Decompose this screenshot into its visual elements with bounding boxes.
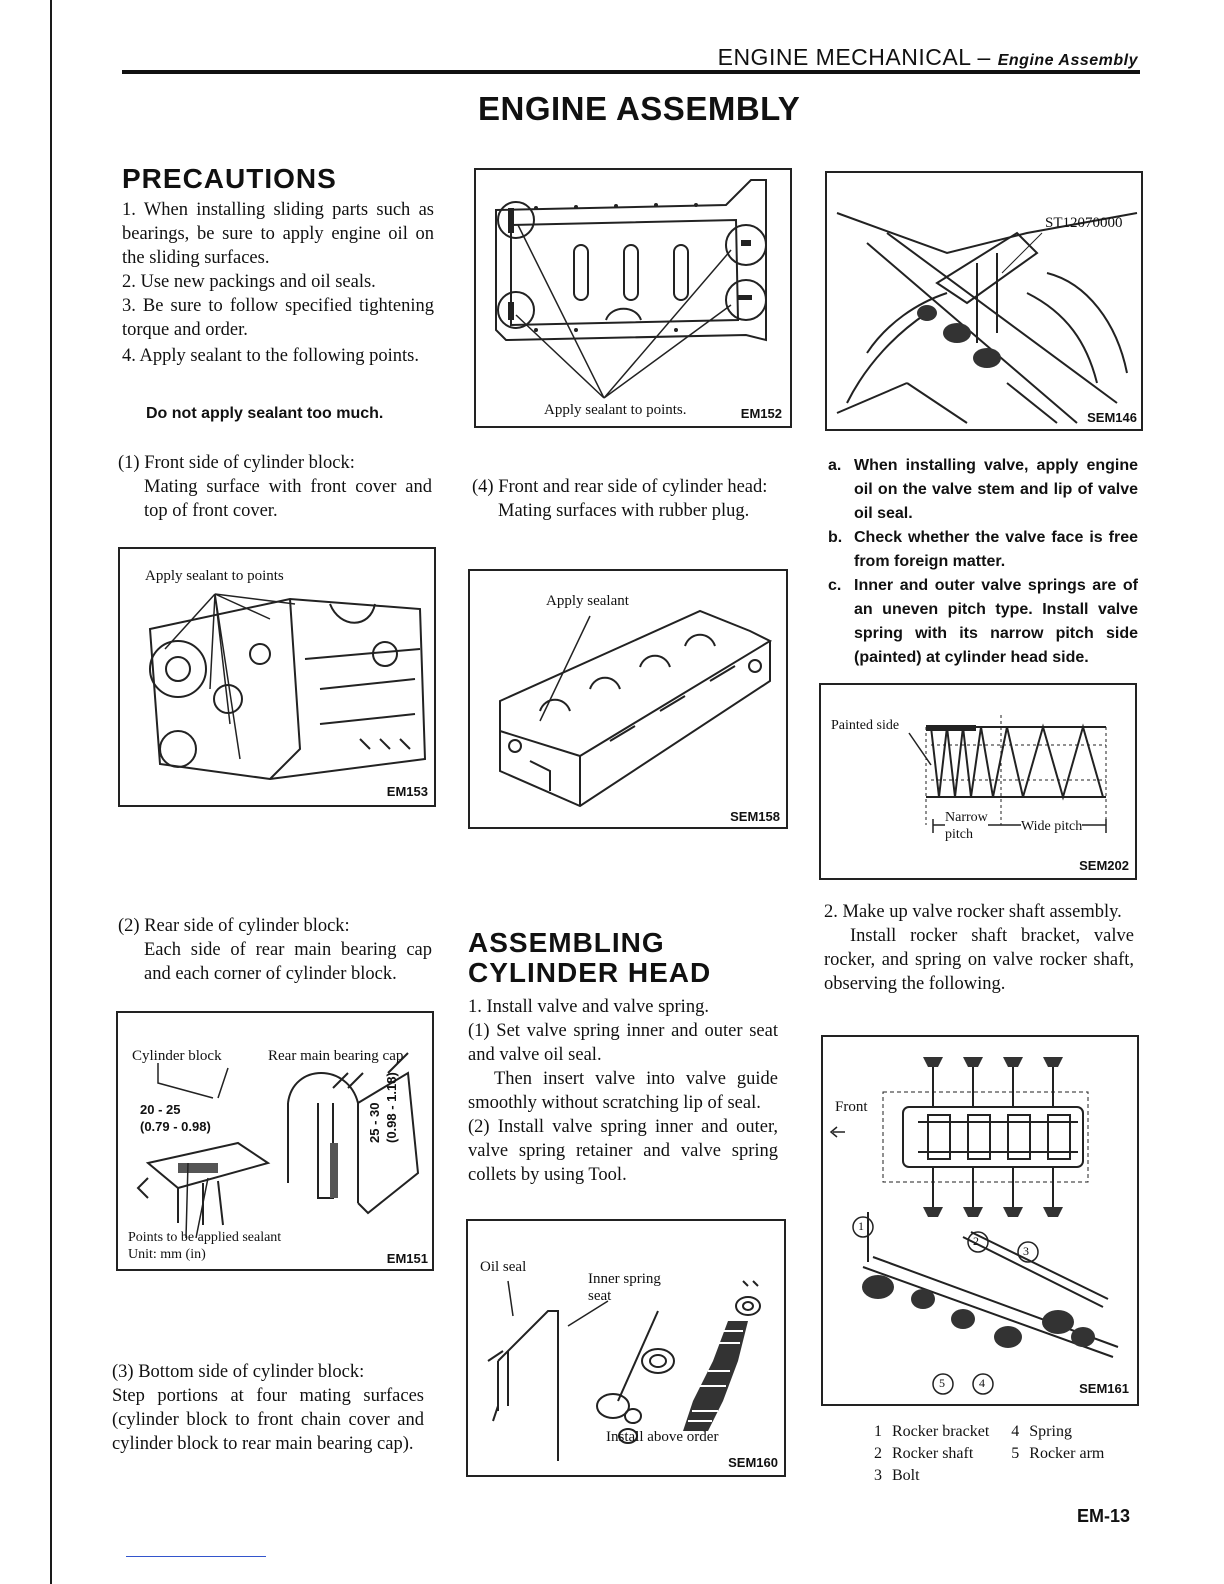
assembling-step1a: (1) Set valve spring inner and outer seat and valve oil seal. <box>468 1021 778 1065</box>
sem161-callout-2: 2 <box>973 1234 979 1248</box>
step2-body: Each side of rear main bearing cap and each corner of cylinder block. <box>144 940 432 984</box>
sem161-callout-4: 4 <box>979 1376 985 1390</box>
page-title: ENGINE ASSEMBLY <box>478 90 801 127</box>
step4-body: Mating surfaces with rubber plug. <box>498 501 750 521</box>
sem160-order-label: Install above order <box>606 1429 719 1445</box>
step3-title: (3) Bottom side of cylinder block: <box>112 1362 365 1382</box>
em152-code: EM152 <box>740 406 782 421</box>
assembling-heading <box>468 928 711 988</box>
cylinder-block-front-drawing <box>120 549 434 805</box>
figure-sem202 <box>819 683 1137 880</box>
sem202-wide-label: Wide pitch <box>1021 819 1083 834</box>
note-a: a. When installing valve, apply engine oil on the valve stem and lip of valve oil seal. <box>828 457 1138 522</box>
note-c: c. Inner and outer valve springs are of an uneven pitch type. Install valve spring with its narrow pitch side (painted) at cylinder head side. <box>828 577 1138 666</box>
valve-spring-pitch-drawing <box>821 685 1135 878</box>
step1-block <box>118 451 432 523</box>
legend-label: Rocker bracket <box>892 1423 990 1440</box>
figure-em151 <box>116 1011 434 1271</box>
precaution-item: 2. Use new packings and oil seals. <box>122 272 376 292</box>
legend-num: 5 <box>1011 1445 1020 1462</box>
sem202-painted-label: Painted side <box>831 718 900 733</box>
sem202-narrow-label: Narrow pitch <box>945 810 988 842</box>
sem160-inner-seat-label: Inner spring seat <box>588 1271 661 1304</box>
step1-title: (1) Front side of cylinder block: <box>118 453 355 473</box>
precaution-item: 4. Apply sealant to the following points. <box>122 346 420 366</box>
step3-body: Step portions at four mating surfaces (cylinder block to front chain cover and cylinder block to rear main bearing cap). <box>112 1386 424 1454</box>
sem158-caption: Apply sealant <box>546 593 629 609</box>
sem161-callout-5: 5 <box>939 1376 945 1390</box>
em151-dim2: 25 - 30 (0.98 - 1.18) <box>367 1072 399 1143</box>
assembling-heading-line2: CYLINDER HEAD <box>468 957 712 988</box>
step-rocker-body: Install rocker shaft bracket, valve rocker, and spring on valve rocker shaft, observing the following. <box>824 926 1134 994</box>
sem161-code: SEM161 <box>1079 1381 1129 1396</box>
page-number: EM-13 <box>1076 1506 1130 1526</box>
sem161-front-label: Front <box>835 1099 868 1115</box>
step4-block <box>472 475 784 523</box>
binder-line <box>50 0 52 1584</box>
em151-dim1: 20 - 25 (0.79 - 0.98) <box>140 1102 211 1134</box>
step-rocker-title: 2. Make up valve rocker shaft assembly. <box>824 902 1122 922</box>
sem160-oil-seal-label: Oil seal <box>480 1259 527 1275</box>
precautions-list <box>122 198 434 368</box>
step2-title: (2) Rear side of cylinder block: <box>118 916 350 936</box>
legend-label: Rocker arm <box>1029 1445 1105 1462</box>
oil-pan-gasket-drawing <box>476 170 790 426</box>
header-subsection: Engine Assembly <box>997 52 1138 69</box>
em151-unit-label: Unit: mm (in) <box>128 1247 206 1262</box>
sem161-callout-3: 3 <box>1023 1244 1029 1258</box>
step-rocker-block <box>824 900 1134 996</box>
rocker-shaft-assembly-drawing <box>823 1037 1137 1404</box>
parts-legend <box>872 1420 1114 1488</box>
sem160-code: SEM160 <box>728 1455 778 1470</box>
assembling-step1b: (2) Install valve spring inner and outer, valve spring retainer and valve spring collets by using Tool. <box>468 1117 778 1185</box>
sem146-tool-number: ST12070000 <box>1045 215 1123 231</box>
sem161-callout-1: 1 <box>858 1219 864 1233</box>
em151-points-label: Points to be applied sealant <box>128 1230 282 1245</box>
footer-line <box>126 1556 266 1557</box>
em151-block-label: Cylinder block <box>132 1048 222 1064</box>
legend-num: 3 <box>874 1467 882 1484</box>
figure-sem161 <box>821 1035 1139 1406</box>
legend-num: 1 <box>874 1423 882 1440</box>
sem202-code: SEM202 <box>1079 858 1129 873</box>
header-section: ENGINE MECHANICAL <box>717 44 971 70</box>
assembling-step1a-cont: Then insert valve into valve guide smoothly without scratching lip of seal. <box>468 1069 778 1113</box>
em152-caption: Apply sealant to points. <box>544 402 687 418</box>
figure-sem158 <box>468 569 788 829</box>
legend-label: Bolt <box>892 1467 920 1484</box>
precautions-heading: PRECAUTIONS <box>122 163 337 194</box>
step2-block <box>118 914 432 986</box>
figure-em152 <box>474 168 792 428</box>
legend-num: 4 <box>1011 1423 1020 1440</box>
valve-spring-tool-photo <box>827 173 1141 429</box>
em153-code: EM153 <box>386 784 428 799</box>
note-b: b. Check whether the valve face is free from foreign matter. <box>828 529 1138 570</box>
assembling-steps <box>468 995 778 1187</box>
running-header: ENGINE MECHANICAL – Engine Assembly <box>717 44 1138 70</box>
header-rule <box>122 70 1140 74</box>
figure-em153 <box>118 547 436 807</box>
sealant-warning: Do not apply sealant too much. <box>146 405 384 422</box>
em151-code: EM151 <box>386 1251 428 1266</box>
figure-sem146 <box>825 171 1143 431</box>
legend-num: 2 <box>874 1445 882 1462</box>
sealant-area <box>178 1163 218 1173</box>
step3-block <box>112 1360 424 1456</box>
em151-cap-label: Rear main bearing cap <box>268 1048 404 1064</box>
sem146-code: SEM146 <box>1087 410 1137 425</box>
precaution-item: 1. When installing sliding parts such as bearings, be sure to apply engine oil on the sliding surfaces. <box>122 200 434 268</box>
step4-title: (4) Front and rear side of cylinder head: <box>472 477 768 497</box>
figure-sem160 <box>466 1219 786 1477</box>
legend-label: Spring <box>1029 1423 1072 1440</box>
assembling-heading-line1: ASSEMBLING <box>468 927 665 958</box>
assembling-step1: 1. Install valve and valve spring. <box>468 997 709 1017</box>
sem158-code: SEM158 <box>730 809 780 824</box>
legend-label: Rocker shaft <box>892 1445 974 1462</box>
notes-abc <box>828 454 1138 670</box>
em153-caption: Apply sealant to points <box>145 568 284 584</box>
step1-body: Mating surface with front cover and top of front cover. <box>144 477 432 521</box>
precaution-item: 3. Be sure to follow specified tightening torque and order. <box>122 296 434 340</box>
